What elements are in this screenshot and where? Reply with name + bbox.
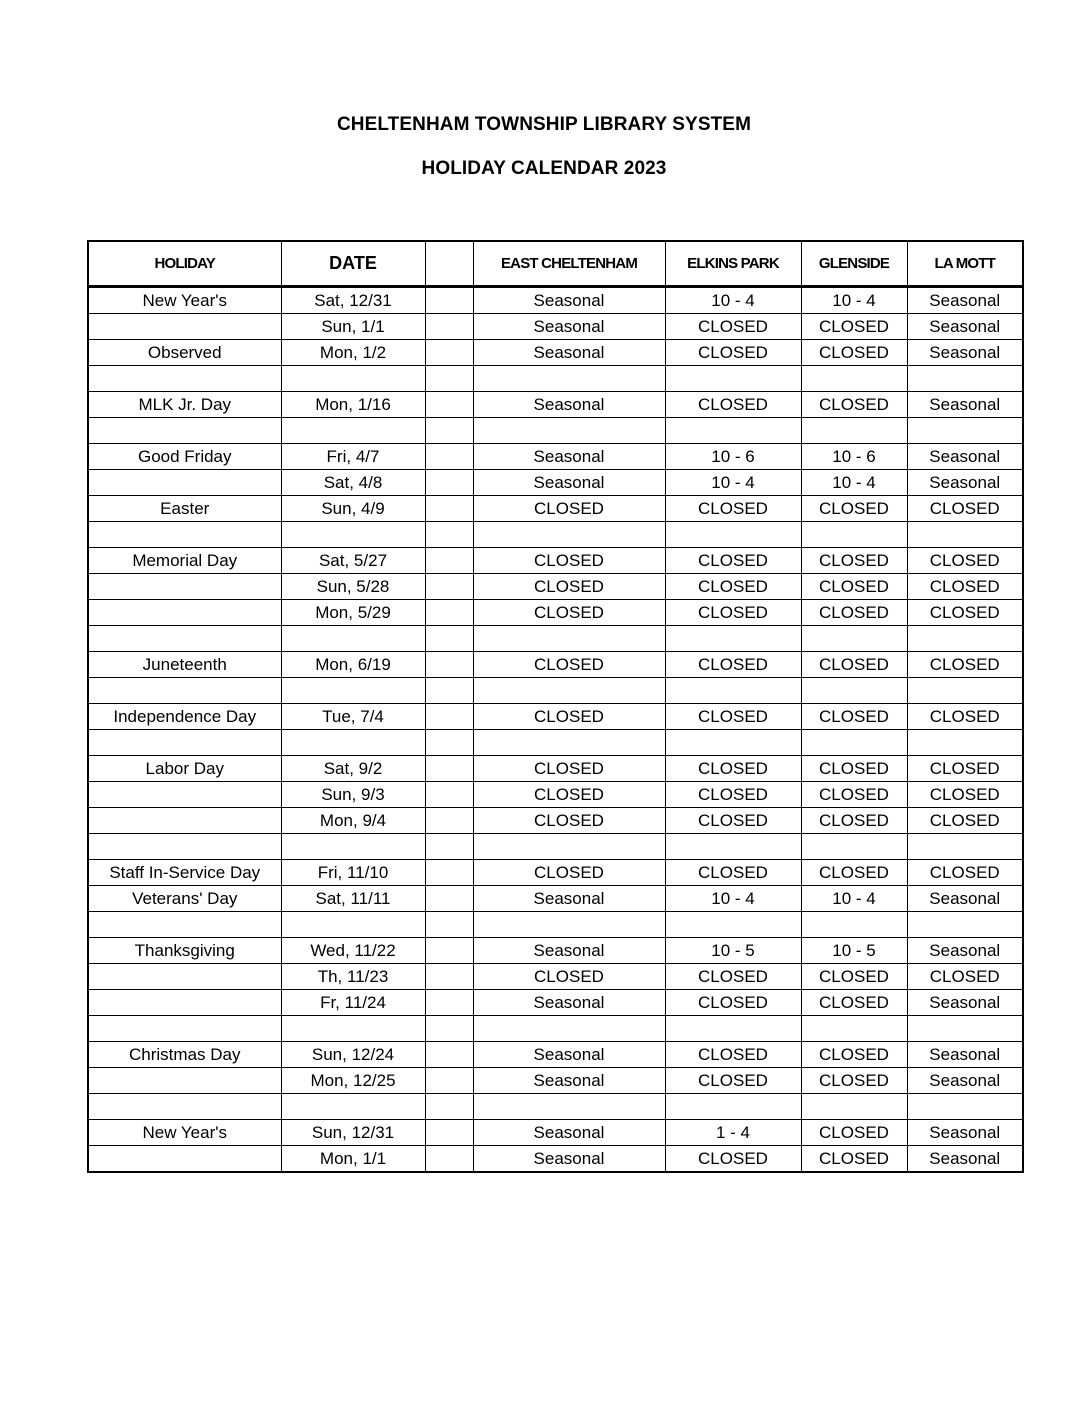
elkins-park-cell: CLOSED	[665, 990, 801, 1016]
elkins-park-cell	[665, 1094, 801, 1120]
table-row	[88, 287, 1023, 314]
blank-cell	[425, 756, 473, 782]
holiday-cell: Staff In-Service Day	[88, 860, 281, 886]
la-mott-cell: Seasonal	[907, 444, 1023, 470]
glenside-cell: CLOSED	[801, 574, 907, 600]
glenside-cell: CLOSED	[801, 548, 907, 574]
la-mott-cell: Seasonal	[907, 392, 1023, 418]
la-mott-cell: Seasonal	[907, 1146, 1023, 1173]
blank-cell	[425, 834, 473, 860]
date-cell	[281, 366, 425, 392]
date-cell: Mon, 1/1	[281, 1146, 425, 1173]
east-cheltenham-cell: CLOSED	[473, 704, 665, 730]
date-cell: Mon, 9/4	[281, 808, 425, 834]
header-la-mott: LA MOTT	[907, 241, 1023, 287]
date-cell	[281, 912, 425, 938]
la-mott-cell	[907, 730, 1023, 756]
elkins-park-cell	[665, 626, 801, 652]
elkins-park-cell	[665, 1016, 801, 1042]
elkins-park-cell: CLOSED	[665, 652, 801, 678]
document-title: CHELTENHAM TOWNSHIP LIBRARY SYSTEM	[336, 114, 752, 135]
elkins-park-cell: 1 - 4	[665, 1120, 801, 1146]
la-mott-cell: CLOSED	[907, 574, 1023, 600]
glenside-cell: 10 - 6	[801, 444, 907, 470]
la-mott-cell: CLOSED	[907, 548, 1023, 574]
table-row	[88, 912, 1023, 938]
holiday-cell	[88, 808, 281, 834]
glenside-cell: CLOSED	[801, 340, 907, 366]
elkins-park-cell: CLOSED	[665, 860, 801, 886]
glenside-cell: CLOSED	[801, 1068, 907, 1094]
holiday-cell	[88, 314, 281, 340]
east-cheltenham-cell: Seasonal	[473, 470, 665, 496]
table-row	[88, 886, 1023, 912]
table-row	[88, 626, 1023, 652]
elkins-park-cell: CLOSED	[665, 574, 801, 600]
la-mott-cell: Seasonal	[907, 990, 1023, 1016]
table-row	[88, 1042, 1023, 1068]
table-row	[88, 782, 1023, 808]
glenside-cell	[801, 912, 907, 938]
elkins-park-cell: 10 - 4	[665, 287, 801, 314]
date-cell	[281, 418, 425, 444]
header-glenside: GLENSIDE	[801, 241, 907, 287]
glenside-cell	[801, 834, 907, 860]
glenside-cell: CLOSED	[801, 782, 907, 808]
la-mott-cell	[907, 834, 1023, 860]
table-row	[88, 938, 1023, 964]
date-cell: Fr, 11/24	[281, 990, 425, 1016]
blank-cell	[425, 1016, 473, 1042]
elkins-park-cell: CLOSED	[665, 1042, 801, 1068]
glenside-cell	[801, 366, 907, 392]
blank-cell	[425, 496, 473, 522]
holiday-cell: Good Friday	[88, 444, 281, 470]
date-cell: Mon, 5/29	[281, 600, 425, 626]
east-cheltenham-cell: Seasonal	[473, 392, 665, 418]
east-cheltenham-cell: Seasonal	[473, 340, 665, 366]
table-row	[88, 444, 1023, 470]
blank-cell	[425, 912, 473, 938]
la-mott-cell: Seasonal	[907, 470, 1023, 496]
holiday-cell: Christmas Day	[88, 1042, 281, 1068]
table-body	[88, 287, 1023, 1173]
blank-cell	[425, 600, 473, 626]
holiday-cell: Easter	[88, 496, 281, 522]
date-cell: Sun, 4/9	[281, 496, 425, 522]
glenside-cell: CLOSED	[801, 1120, 907, 1146]
la-mott-cell: Seasonal	[907, 886, 1023, 912]
blank-cell	[425, 1094, 473, 1120]
blank-cell	[425, 574, 473, 600]
elkins-park-cell: CLOSED	[665, 392, 801, 418]
table-row	[88, 834, 1023, 860]
glenside-cell: CLOSED	[801, 314, 907, 340]
table-row	[88, 314, 1023, 340]
date-cell	[281, 834, 425, 860]
elkins-park-cell: CLOSED	[665, 496, 801, 522]
table-row	[88, 392, 1023, 418]
elkins-park-cell	[665, 834, 801, 860]
east-cheltenham-cell	[473, 418, 665, 444]
holiday-cell	[88, 626, 281, 652]
glenside-cell: 10 - 4	[801, 470, 907, 496]
holiday-cell: New Year's	[88, 287, 281, 314]
la-mott-cell	[907, 1016, 1023, 1042]
la-mott-cell	[907, 678, 1023, 704]
glenside-cell: CLOSED	[801, 990, 907, 1016]
holiday-cell	[88, 366, 281, 392]
east-cheltenham-cell: Seasonal	[473, 444, 665, 470]
holiday-cell	[88, 678, 281, 704]
la-mott-cell: CLOSED	[907, 496, 1023, 522]
la-mott-cell	[907, 418, 1023, 444]
east-cheltenham-cell	[473, 522, 665, 548]
date-cell: Fri, 4/7	[281, 444, 425, 470]
table-row	[88, 678, 1023, 704]
glenside-cell: CLOSED	[801, 860, 907, 886]
table-row	[88, 860, 1023, 886]
blank-cell	[425, 287, 473, 314]
blank-cell	[425, 964, 473, 990]
blank-cell	[425, 1120, 473, 1146]
la-mott-cell: CLOSED	[907, 964, 1023, 990]
table-row	[88, 964, 1023, 990]
date-cell	[281, 1016, 425, 1042]
la-mott-cell: CLOSED	[907, 704, 1023, 730]
blank-cell	[425, 990, 473, 1016]
date-cell	[281, 730, 425, 756]
elkins-park-cell: CLOSED	[665, 600, 801, 626]
blank-cell	[425, 366, 473, 392]
elkins-park-cell	[665, 522, 801, 548]
holiday-cell	[88, 1068, 281, 1094]
date-cell: Sat, 9/2	[281, 756, 425, 782]
la-mott-cell: CLOSED	[907, 600, 1023, 626]
table-header-row	[88, 241, 1023, 287]
la-mott-cell: CLOSED	[907, 782, 1023, 808]
blank-cell	[425, 808, 473, 834]
glenside-cell: CLOSED	[801, 392, 907, 418]
date-cell: Mon, 1/16	[281, 392, 425, 418]
east-cheltenham-cell: CLOSED	[473, 782, 665, 808]
holiday-cell	[88, 730, 281, 756]
la-mott-cell: Seasonal	[907, 340, 1023, 366]
east-cheltenham-cell	[473, 1094, 665, 1120]
elkins-park-cell: CLOSED	[665, 808, 801, 834]
holiday-cell: Memorial Day	[88, 548, 281, 574]
holiday-cell	[88, 964, 281, 990]
glenside-cell: 10 - 5	[801, 938, 907, 964]
table-row	[88, 496, 1023, 522]
glenside-cell: CLOSED	[801, 1042, 907, 1068]
elkins-park-cell: 10 - 4	[665, 470, 801, 496]
east-cheltenham-cell: Seasonal	[473, 287, 665, 314]
table-row	[88, 574, 1023, 600]
elkins-park-cell: CLOSED	[665, 1068, 801, 1094]
glenside-cell: CLOSED	[801, 964, 907, 990]
la-mott-cell	[907, 366, 1023, 392]
glenside-cell: CLOSED	[801, 704, 907, 730]
holiday-cell	[88, 912, 281, 938]
glenside-cell	[801, 730, 907, 756]
table-row	[88, 600, 1023, 626]
east-cheltenham-cell	[473, 626, 665, 652]
elkins-park-cell: 10 - 4	[665, 886, 801, 912]
blank-cell	[425, 704, 473, 730]
blank-cell	[425, 340, 473, 366]
blank-cell	[425, 938, 473, 964]
la-mott-cell: Seasonal	[907, 1120, 1023, 1146]
la-mott-cell	[907, 912, 1023, 938]
blank-cell	[425, 730, 473, 756]
elkins-park-cell: CLOSED	[665, 964, 801, 990]
holiday-cell	[88, 990, 281, 1016]
date-cell: Mon, 6/19	[281, 652, 425, 678]
east-cheltenham-cell: CLOSED	[473, 574, 665, 600]
date-cell	[281, 626, 425, 652]
east-cheltenham-cell	[473, 834, 665, 860]
glenside-cell: 10 - 4	[801, 287, 907, 314]
glenside-cell	[801, 678, 907, 704]
east-cheltenham-cell: Seasonal	[473, 314, 665, 340]
date-cell: Fri, 11/10	[281, 860, 425, 886]
date-cell: Sat, 11/11	[281, 886, 425, 912]
table-row	[88, 756, 1023, 782]
glenside-cell	[801, 1094, 907, 1120]
blank-cell	[425, 652, 473, 678]
elkins-park-cell	[665, 418, 801, 444]
east-cheltenham-cell: CLOSED	[473, 496, 665, 522]
east-cheltenham-cell: CLOSED	[473, 860, 665, 886]
holiday-cell	[88, 1146, 281, 1173]
la-mott-cell: CLOSED	[907, 652, 1023, 678]
holiday-cell	[88, 470, 281, 496]
east-cheltenham-cell: Seasonal	[473, 990, 665, 1016]
holiday-cell: Independence Day	[88, 704, 281, 730]
header-date: DATE	[281, 241, 425, 287]
table-row	[88, 1068, 1023, 1094]
east-cheltenham-cell: Seasonal	[473, 1068, 665, 1094]
glenside-cell	[801, 626, 907, 652]
east-cheltenham-cell	[473, 912, 665, 938]
elkins-park-cell: 10 - 5	[665, 938, 801, 964]
header-east-cheltenham: EAST CHELTENHAM	[473, 241, 665, 287]
date-cell: Sat, 12/31	[281, 287, 425, 314]
date-cell: Sun, 12/31	[281, 1120, 425, 1146]
east-cheltenham-cell: Seasonal	[473, 1120, 665, 1146]
east-cheltenham-cell: CLOSED	[473, 548, 665, 574]
elkins-park-cell: CLOSED	[665, 704, 801, 730]
date-cell	[281, 678, 425, 704]
holiday-cell: Veterans' Day	[88, 886, 281, 912]
glenside-cell: CLOSED	[801, 652, 907, 678]
holiday-cell	[88, 418, 281, 444]
glenside-cell	[801, 522, 907, 548]
east-cheltenham-cell: CLOSED	[473, 808, 665, 834]
table-row	[88, 366, 1023, 392]
east-cheltenham-cell: Seasonal	[473, 1042, 665, 1068]
elkins-park-cell	[665, 912, 801, 938]
la-mott-cell: Seasonal	[907, 287, 1023, 314]
table-row	[88, 470, 1023, 496]
east-cheltenham-cell	[473, 366, 665, 392]
blank-cell	[425, 678, 473, 704]
elkins-park-cell: CLOSED	[665, 756, 801, 782]
la-mott-cell: Seasonal	[907, 314, 1023, 340]
table-row	[88, 418, 1023, 444]
elkins-park-cell: CLOSED	[665, 782, 801, 808]
blank-cell	[425, 782, 473, 808]
date-cell: Sun, 1/1	[281, 314, 425, 340]
blank-cell	[425, 470, 473, 496]
date-cell: Tue, 7/4	[281, 704, 425, 730]
elkins-park-cell: CLOSED	[665, 340, 801, 366]
la-mott-cell	[907, 1094, 1023, 1120]
date-cell	[281, 1094, 425, 1120]
table-row	[88, 808, 1023, 834]
date-cell: Sat, 5/27	[281, 548, 425, 574]
glenside-cell: CLOSED	[801, 1146, 907, 1173]
table-row	[88, 340, 1023, 366]
la-mott-cell: CLOSED	[907, 756, 1023, 782]
blank-cell	[425, 1068, 473, 1094]
la-mott-cell	[907, 522, 1023, 548]
date-cell: Sun, 12/24	[281, 1042, 425, 1068]
elkins-park-cell: 10 - 6	[665, 444, 801, 470]
date-cell: Th, 11/23	[281, 964, 425, 990]
holiday-cell: Observed	[88, 340, 281, 366]
glenside-cell: CLOSED	[801, 600, 907, 626]
elkins-park-cell	[665, 730, 801, 756]
table-row	[88, 704, 1023, 730]
table-row	[88, 1146, 1023, 1173]
holiday-cell	[88, 1016, 281, 1042]
holiday-cell	[88, 600, 281, 626]
blank-cell	[425, 392, 473, 418]
east-cheltenham-cell: CLOSED	[473, 964, 665, 990]
table-row	[88, 548, 1023, 574]
blank-cell	[425, 548, 473, 574]
date-cell: Sat, 4/8	[281, 470, 425, 496]
east-cheltenham-cell: Seasonal	[473, 886, 665, 912]
holiday-cell	[88, 782, 281, 808]
elkins-park-cell: CLOSED	[665, 548, 801, 574]
la-mott-cell: CLOSED	[907, 808, 1023, 834]
blank-cell	[425, 314, 473, 340]
elkins-park-cell: CLOSED	[665, 314, 801, 340]
header-blank	[425, 241, 473, 287]
holiday-cell: New Year's	[88, 1120, 281, 1146]
table-row	[88, 522, 1023, 548]
holiday-cell: Juneteenth	[88, 652, 281, 678]
elkins-park-cell	[665, 366, 801, 392]
elkins-park-cell	[665, 678, 801, 704]
la-mott-cell: Seasonal	[907, 1042, 1023, 1068]
header-holiday: HOLIDAY	[88, 241, 281, 287]
east-cheltenham-cell	[473, 1016, 665, 1042]
table-row	[88, 730, 1023, 756]
blank-cell	[425, 886, 473, 912]
east-cheltenham-cell	[473, 678, 665, 704]
table-row	[88, 1120, 1023, 1146]
blank-cell	[425, 860, 473, 886]
document-subtitle: HOLIDAY CALENDAR 2023	[421, 158, 667, 179]
east-cheltenham-cell: CLOSED	[473, 600, 665, 626]
east-cheltenham-cell: Seasonal	[473, 1146, 665, 1173]
glenside-cell	[801, 1016, 907, 1042]
glenside-cell: CLOSED	[801, 756, 907, 782]
la-mott-cell: Seasonal	[907, 938, 1023, 964]
east-cheltenham-cell: CLOSED	[473, 652, 665, 678]
table-row	[88, 652, 1023, 678]
blank-cell	[425, 1146, 473, 1173]
header-elkins-park: ELKINS PARK	[665, 241, 801, 287]
la-mott-cell	[907, 626, 1023, 652]
date-cell: Sun, 9/3	[281, 782, 425, 808]
holiday-cell	[88, 834, 281, 860]
glenside-cell: CLOSED	[801, 808, 907, 834]
elkins-park-cell: CLOSED	[665, 1146, 801, 1173]
blank-cell	[425, 444, 473, 470]
la-mott-cell: Seasonal	[907, 1068, 1023, 1094]
east-cheltenham-cell	[473, 730, 665, 756]
holiday-cell	[88, 522, 281, 548]
blank-cell	[425, 1042, 473, 1068]
glenside-cell	[801, 418, 907, 444]
east-cheltenham-cell: Seasonal	[473, 938, 665, 964]
table-row	[88, 990, 1023, 1016]
holiday-calendar-table	[87, 240, 1024, 1173]
date-cell: Sun, 5/28	[281, 574, 425, 600]
holiday-cell	[88, 574, 281, 600]
holiday-cell	[88, 1094, 281, 1120]
glenside-cell: CLOSED	[801, 496, 907, 522]
date-cell: Mon, 12/25	[281, 1068, 425, 1094]
blank-cell	[425, 418, 473, 444]
la-mott-cell: CLOSED	[907, 860, 1023, 886]
holiday-cell: Thanksgiving	[88, 938, 281, 964]
date-cell: Mon, 1/2	[281, 340, 425, 366]
date-cell	[281, 522, 425, 548]
blank-cell	[425, 626, 473, 652]
table-row	[88, 1016, 1023, 1042]
table-row	[88, 1094, 1023, 1120]
holiday-cell: MLK Jr. Day	[88, 392, 281, 418]
blank-cell	[425, 522, 473, 548]
glenside-cell: 10 - 4	[801, 886, 907, 912]
date-cell: Wed, 11/22	[281, 938, 425, 964]
east-cheltenham-cell: CLOSED	[473, 756, 665, 782]
holiday-cell: Labor Day	[88, 756, 281, 782]
